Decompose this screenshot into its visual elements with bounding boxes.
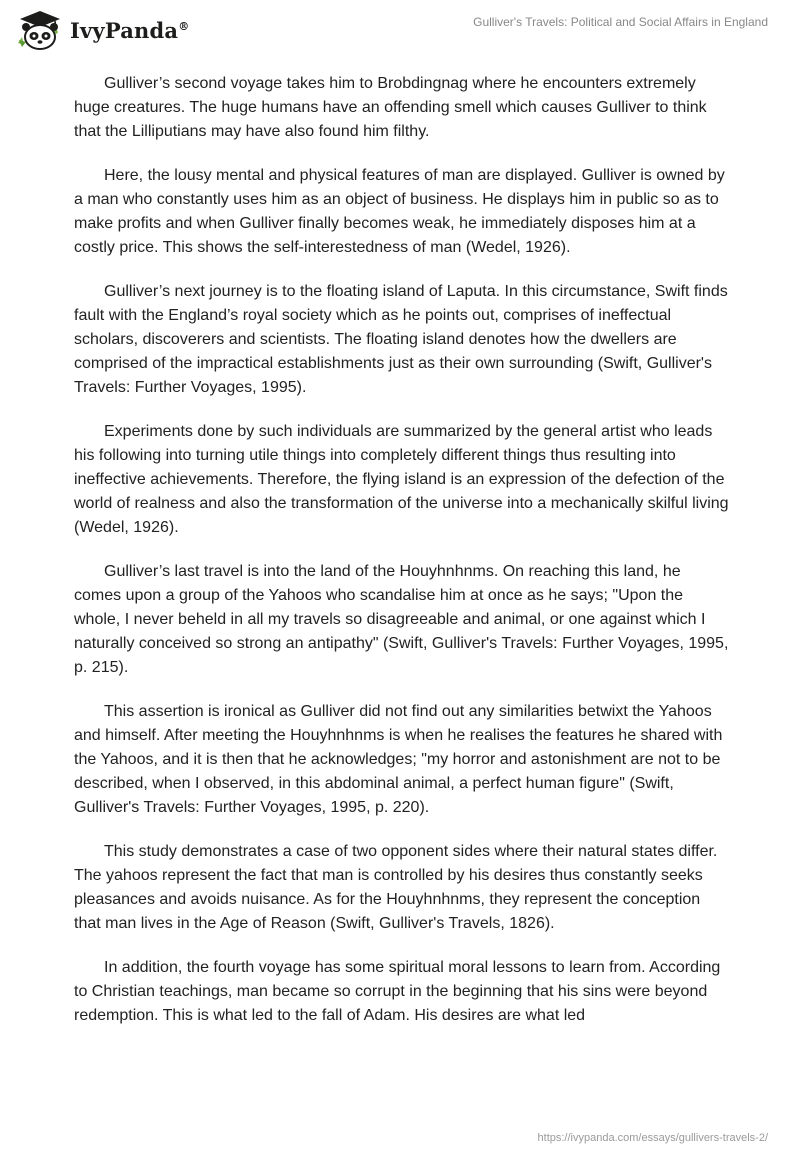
panda-graduate-icon — [16, 9, 64, 51]
paragraph: Here, the lousy mental and physical features of man are displayed. Gulliver is owned by a man who constantly uses him as an object of business. He displays him in public so as to make profits and when Gulliver finally becomes weak, he immediately disposes him at a costly price. This shows the self-interestedness of man (Wedel, 1926). — [74, 167, 725, 256]
essay-body — [74, 72, 730, 1048]
paragraph: In addition, the fourth voyage has some spiritual moral lessons to learn from. According to Christian teachings, man became so corrupt in the beginning that his sins were beyond redemption. This is what led to the fall of Adam. His desires are what led — [74, 959, 721, 1024]
paragraph: Gulliver’s second voyage takes him to Brobdingnag where he encounters extremely huge creatures. The huge humans have an offending smell which causes Gulliver to think that the Lilliputians may have also found him filthy. — [74, 75, 707, 140]
ivypanda-logo[interactable] — [16, 8, 189, 52]
document-title: Gulliver's Travels: Political and Social Affairs in England — [473, 15, 768, 29]
paragraph: Gulliver’s next journey is to the floating island of Laputa. In this circumstance, Swift finds fault with the England’s royal society which as he points out, comprises of ineffectual scholars, discoverers and scientists. The floating island denotes how the dwellers are comprised of the impractical establishments just as their own surrounding (Swift, Gulliver's Travels: Further Voyages, 1995). — [74, 283, 728, 396]
source-url[interactable]: https://ivypanda.com/essays/gullivers-travels-2/ — [537, 1132, 768, 1144]
page-header — [0, 0, 800, 60]
paragraph: Experiments done by such individuals are summarized by the general artist who leads his following into turning utile things into completely different things thus resulting into ineffective achievements. Therefore, the flying island is an expression of the defection of the world of realness and also the transformation of the universe into a mechanically skilful living (Wedel, 1926). — [74, 423, 729, 536]
paragraph: This study demonstrates a case of two opponent sides where their natural states differ. The yahoos represent the fact that man is controlled by his desires thus constantly seeks pleasances and avoids nuisance. As for the Houyhnhnms, they represent the conception that man lives in the Age of Reason (Swift, Gulliver's Travels, 1826). — [74, 843, 718, 932]
brand-name: IvyPanda® — [70, 17, 190, 43]
paragraph: Gulliver’s last travel is into the land of the Houyhnhnms. On reaching this land, he comes upon a group of the Yahoos who scandalise him at once as he says; "Upon the whole, I never beheld in all my travels so disagreeable and animal, or one against which I naturally conceived so strong an antipathy" (Swift, Gulliver's Travels: Further Voyages, 1995, p. 215). — [74, 563, 729, 676]
paragraph: This assertion is ironical as Gulliver did not find out any similarities betwixt the Yahoos and himself. After meeting the Houyhnhnms is when he realises the features he shared with the Yahoos, and it is then that he acknowledges; "my horror and astonishment are not to be described, when I observed, in this abdominal animal, a perfect human figure" (Swift, Gulliver's Travels: Further Voyages, 1995, p. 220). — [74, 703, 723, 816]
